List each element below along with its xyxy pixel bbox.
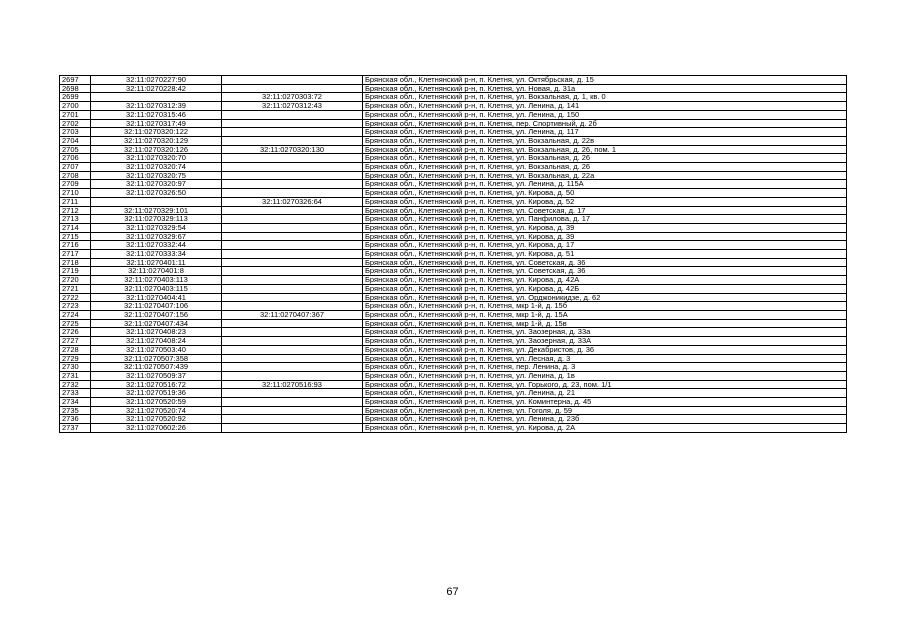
record-number-cell: 2728 xyxy=(60,345,91,354)
related-cadastral-number-cell xyxy=(222,398,363,407)
record-number-cell: 2704 xyxy=(60,136,91,145)
cadastral-number-cell: 32:11:0270407:106 xyxy=(91,302,222,311)
address-cell: Брянская обл., Клетнянский р-н, п. Клетня, ул. Ленина, д. 23б xyxy=(363,415,847,424)
table-row xyxy=(60,102,847,111)
table-row xyxy=(60,128,847,137)
address-cell: Брянская обл., Клетнянский р-н, п. Клетня, ул. Ленина, д. 1в xyxy=(363,371,847,380)
related-cadastral-number-cell xyxy=(222,206,363,215)
record-number-cell: 2713 xyxy=(60,215,91,224)
table-row xyxy=(60,171,847,180)
address-cell: Брянская обл., Клетнянский р-н, п. Клетня, пер. Ленина, д. 3 xyxy=(363,363,847,372)
record-number-cell: 2719 xyxy=(60,267,91,276)
record-number-cell: 2702 xyxy=(60,119,91,128)
related-cadastral-number-cell xyxy=(222,76,363,85)
record-number-cell: 2727 xyxy=(60,337,91,346)
cadastral-number-cell: 32:11:0270507:439 xyxy=(91,363,222,372)
cadastral-number-cell xyxy=(91,197,222,206)
table-row xyxy=(60,76,847,85)
address-cell: Брянская обл., Клетнянский р-н, п. Клетня, ул. Вокзальная, д. 1, кв. 0 xyxy=(363,93,847,102)
record-number-cell: 2709 xyxy=(60,180,91,189)
table-row xyxy=(60,163,847,172)
cadastral-number-cell: 32:11:0270403:113 xyxy=(91,276,222,285)
related-cadastral-number-cell xyxy=(222,302,363,311)
cadastral-number-cell: 32:11:0270320:129 xyxy=(91,136,222,145)
record-number-cell: 2723 xyxy=(60,302,91,311)
address-cell: Брянская обл., Клетнянский р-н, п. Клетня, ул. Лесная, д. 3 xyxy=(363,354,847,363)
address-cell: Брянская обл., Клетнянский р-н, п. Клетня, ул. Ленина, д. 141 xyxy=(363,102,847,111)
record-number-cell: 2711 xyxy=(60,197,91,206)
cadastral-number-cell: 32:11:0270520:59 xyxy=(91,398,222,407)
cadastral-number-cell: 32:11:0270407:156 xyxy=(91,310,222,319)
related-cadastral-number-cell xyxy=(222,250,363,259)
record-number-cell: 2724 xyxy=(60,310,91,319)
record-number-cell: 2705 xyxy=(60,145,91,154)
address-cell: Брянская обл., Клетнянский р-н, п. Клетня, ул. Кирова, д. 51 xyxy=(363,250,847,259)
record-number-cell: 2721 xyxy=(60,284,91,293)
cadastral-number-cell: 32:11:0270227:90 xyxy=(91,76,222,85)
cadastral-number-cell: 32:11:0270520:74 xyxy=(91,406,222,415)
table-row xyxy=(60,197,847,206)
cadastral-number-cell: 32:11:0270320:74 xyxy=(91,163,222,172)
address-cell: Брянская обл., Клетнянский р-н, п. Клетня, мкр 1-й, д. 15в xyxy=(363,319,847,328)
cadastral-number-cell: 32:11:0270507:358 xyxy=(91,354,222,363)
address-cell: Брянская обл., Клетнянский р-н, п. Клетня, ул. Горького, д. 23, пом. 1/1 xyxy=(363,380,847,389)
related-cadastral-number-cell xyxy=(222,363,363,372)
record-number-cell: 2706 xyxy=(60,154,91,163)
cadastral-number-cell: 32:11:0270329:54 xyxy=(91,223,222,232)
related-cadastral-number-cell xyxy=(222,276,363,285)
related-cadastral-number-cell xyxy=(222,284,363,293)
cadastral-number-cell: 32:11:0270315:46 xyxy=(91,110,222,119)
related-cadastral-number-cell xyxy=(222,119,363,128)
record-number-cell: 2697 xyxy=(60,76,91,85)
record-number-cell: 2732 xyxy=(60,380,91,389)
table-row xyxy=(60,276,847,285)
table-row xyxy=(60,302,847,311)
record-number-cell: 2708 xyxy=(60,171,91,180)
table-row xyxy=(60,267,847,276)
record-number-cell: 2736 xyxy=(60,415,91,424)
record-number-cell: 2717 xyxy=(60,250,91,259)
table-row xyxy=(60,337,847,346)
record-number-cell: 2718 xyxy=(60,258,91,267)
table-row xyxy=(60,398,847,407)
address-cell: Брянская обл., Клетнянский р-н, п. Клетня, ул. Заозерная, д. 33а xyxy=(363,328,847,337)
address-cell: Брянская обл., Клетнянский р-н, п. Клетня, ул. Кирова, д. 52 xyxy=(363,197,847,206)
address-cell: Брянская обл., Клетнянский р-н, п. Клетня, ул. Декабристов, д. 36 xyxy=(363,345,847,354)
table-row xyxy=(60,119,847,128)
cadastral-number-cell: 32:11:0270320:70 xyxy=(91,154,222,163)
related-cadastral-number-cell xyxy=(222,293,363,302)
address-cell: Брянская обл., Клетнянский р-н, п. Клетня, ул. Советская, д. 17 xyxy=(363,206,847,215)
address-cell: Брянская обл., Клетнянский р-н, п. Клетня, ул. Кирова, д. 50 xyxy=(363,189,847,198)
related-cadastral-number-cell xyxy=(222,171,363,180)
address-cell: Брянская обл., Клетнянский р-н, п. Клетня, мкр 1-й, д. 15А xyxy=(363,310,847,319)
address-cell: Брянская обл., Клетнянский р-н, п. Клетня, ул. Вокзальная, д. 26, пом. 1 xyxy=(363,145,847,154)
record-number-cell: 2715 xyxy=(60,232,91,241)
cadastral-number-cell: 32:11:0270407:434 xyxy=(91,319,222,328)
table-row xyxy=(60,424,847,433)
related-cadastral-number-cell: 32:11:0270407:367 xyxy=(222,310,363,319)
address-cell: Брянская обл., Клетнянский р-н, п. Клетня, ул. Советская, д. 36 xyxy=(363,267,847,276)
related-cadastral-number-cell xyxy=(222,232,363,241)
related-cadastral-number-cell xyxy=(222,415,363,424)
cadastral-number-cell: 32:11:0270401:8 xyxy=(91,267,222,276)
related-cadastral-number-cell: 32:11:0270312:43 xyxy=(222,102,363,111)
address-cell: Брянская обл., Клетнянский р-н, п. Клетня, ул. Ленина, д. 21 xyxy=(363,389,847,398)
table-row xyxy=(60,319,847,328)
address-cell: Брянская обл., Клетнянский р-н, п. Клетня, ул. Гоголя, д. 59 xyxy=(363,406,847,415)
related-cadastral-number-cell: 32:11:0270326:64 xyxy=(222,197,363,206)
address-cell: Брянская обл., Клетнянский р-н, п. Клетня, ул. Кирова, д. 39 xyxy=(363,232,847,241)
related-cadastral-number-cell xyxy=(222,319,363,328)
cadastral-number-cell: 32:11:0270408:23 xyxy=(91,328,222,337)
record-number-cell: 2716 xyxy=(60,241,91,250)
record-number-cell: 2729 xyxy=(60,354,91,363)
related-cadastral-number-cell xyxy=(222,345,363,354)
table-row xyxy=(60,93,847,102)
related-cadastral-number-cell xyxy=(222,189,363,198)
table-row xyxy=(60,215,847,224)
related-cadastral-number-cell xyxy=(222,215,363,224)
related-cadastral-number-cell xyxy=(222,354,363,363)
table-row xyxy=(60,223,847,232)
related-cadastral-number-cell: 32:11:0270516:93 xyxy=(222,380,363,389)
address-cell: Брянская обл., Клетнянский р-н, п. Клетня, ул. Ленина, д. 150 xyxy=(363,110,847,119)
record-number-cell: 2735 xyxy=(60,406,91,415)
record-number-cell: 2722 xyxy=(60,293,91,302)
record-number-cell: 2707 xyxy=(60,163,91,172)
cadastral-number-cell: 32:11:0270320:75 xyxy=(91,171,222,180)
cadastral-number-cell: 32:11:0270320:126 xyxy=(91,145,222,154)
record-number-cell: 2730 xyxy=(60,363,91,372)
related-cadastral-number-cell xyxy=(222,136,363,145)
cadastral-number-cell: 32:11:0270519:36 xyxy=(91,389,222,398)
record-number-cell: 2737 xyxy=(60,424,91,433)
table-row xyxy=(60,189,847,198)
cadastral-number-cell: 32:11:0270503:40 xyxy=(91,345,222,354)
address-cell: Брянская обл., Клетнянский р-н, п. Клетня, ул. Кирова, д. 39 xyxy=(363,223,847,232)
table-row xyxy=(60,328,847,337)
address-cell: Брянская обл., Клетнянский р-н, п. Клетня, ул. Вокзальная, д. 22в xyxy=(363,136,847,145)
record-number-cell: 2720 xyxy=(60,276,91,285)
record-number-cell: 2703 xyxy=(60,128,91,137)
address-cell: Брянская обл., Клетнянский р-н, п. Клетня, ул. Орджоникидзе, д. 62 xyxy=(363,293,847,302)
table-row xyxy=(60,345,847,354)
cadastral-number-cell: 32:11:0270520:92 xyxy=(91,415,222,424)
address-cell: Брянская обл., Клетнянский р-н, п. Клетня, мкр 1-й, д. 15б xyxy=(363,302,847,311)
address-cell: Брянская обл., Клетнянский р-н, п. Клетня, ул. Вокзальная, д. 22а xyxy=(363,171,847,180)
cadastral-number-cell xyxy=(91,93,222,102)
table-row xyxy=(60,84,847,93)
related-cadastral-number-cell xyxy=(222,110,363,119)
related-cadastral-number-cell xyxy=(222,241,363,250)
table-row xyxy=(60,180,847,189)
record-number-cell: 2698 xyxy=(60,84,91,93)
address-cell: Брянская обл., Клетнянский р-н, п. Клетня, ул. Вокзальная, д. 26 xyxy=(363,154,847,163)
cadastral-number-cell: 32:11:0270404:41 xyxy=(91,293,222,302)
related-cadastral-number-cell xyxy=(222,337,363,346)
table-row xyxy=(60,363,847,372)
record-number-cell: 2731 xyxy=(60,371,91,380)
table-row xyxy=(60,293,847,302)
address-cell: Брянская обл., Клетнянский р-н, п. Клетня, ул. Коминтерна, д. 45 xyxy=(363,398,847,407)
table-row xyxy=(60,136,847,145)
table-row xyxy=(60,250,847,259)
related-cadastral-number-cell xyxy=(222,267,363,276)
cadastral-number-cell: 32:11:0270509:37 xyxy=(91,371,222,380)
page-number: 67 xyxy=(446,586,459,598)
address-cell: Брянская обл., Клетнянский р-н, п. Клетня, ул. Заозерная, д. 33А xyxy=(363,337,847,346)
table-row xyxy=(60,110,847,119)
cadastral-number-cell: 32:11:0270329:67 xyxy=(91,232,222,241)
address-cell: Брянская обл., Клетнянский р-н, п. Клетня, ул. Панфилова, д. 17 xyxy=(363,215,847,224)
related-cadastral-number-cell xyxy=(222,371,363,380)
table-row xyxy=(60,206,847,215)
related-cadastral-number-cell xyxy=(222,84,363,93)
address-cell: Брянская обл., Клетнянский р-н, п. Клетня, пер. Спортивный, д. 2б xyxy=(363,119,847,128)
related-cadastral-number-cell: 32:11:0270320:130 xyxy=(222,145,363,154)
record-number-cell: 2710 xyxy=(60,189,91,198)
record-number-cell: 2701 xyxy=(60,110,91,119)
record-number-cell: 2725 xyxy=(60,319,91,328)
cadastral-number-cell: 32:11:0270326:50 xyxy=(91,189,222,198)
cadastral-number-cell: 32:11:0270401:11 xyxy=(91,258,222,267)
related-cadastral-number-cell xyxy=(222,128,363,137)
cadastral-number-cell: 32:11:0270228:42 xyxy=(91,84,222,93)
address-cell: Брянская обл., Клетнянский р-н, п. Клетня, ул. Ленина, д. 115А xyxy=(363,180,847,189)
address-cell: Брянская обл., Клетнянский р-н, п. Клетня, ул. Вокзальная, д. 26 xyxy=(363,163,847,172)
cadastral-number-cell: 32:11:0270516:72 xyxy=(91,380,222,389)
related-cadastral-number-cell xyxy=(222,258,363,267)
table-row xyxy=(60,145,847,154)
related-cadastral-number-cell xyxy=(222,154,363,163)
table-row xyxy=(60,310,847,319)
related-cadastral-number-cell xyxy=(222,180,363,189)
table-row xyxy=(60,241,847,250)
related-cadastral-number-cell xyxy=(222,424,363,433)
cadastral-number-cell: 32:11:0270332:44 xyxy=(91,241,222,250)
address-cell: Брянская обл., Клетнянский р-н, п. Клетня, ул. Октябрьская, д. 15 xyxy=(363,76,847,85)
table-row xyxy=(60,415,847,424)
cadastral-number-cell: 32:11:0270312:39 xyxy=(91,102,222,111)
related-cadastral-number-cell xyxy=(222,389,363,398)
table-row xyxy=(60,380,847,389)
table-row xyxy=(60,284,847,293)
table-row xyxy=(60,232,847,241)
related-cadastral-number-cell xyxy=(222,406,363,415)
related-cadastral-number-cell xyxy=(222,223,363,232)
cadastral-number-cell: 32:11:0270333:34 xyxy=(91,250,222,259)
record-number-cell: 2700 xyxy=(60,102,91,111)
cadastral-number-cell: 32:11:0270320:97 xyxy=(91,180,222,189)
cadastral-number-cell: 32:11:0270408:24 xyxy=(91,337,222,346)
table-row xyxy=(60,406,847,415)
record-number-cell: 2734 xyxy=(60,398,91,407)
address-cell: Брянская обл., Клетнянский р-н, п. Клетня, ул. Советская, д. 36 xyxy=(363,258,847,267)
registry-table-body xyxy=(60,76,847,433)
table-row xyxy=(60,258,847,267)
address-cell: Брянская обл., Клетнянский р-н, п. Клетня, ул. Кирова, д. 17 xyxy=(363,241,847,250)
address-cell: Брянская обл., Клетнянский р-н, п. Клетня, ул. Новая, д. 31а xyxy=(363,84,847,93)
record-number-cell: 2733 xyxy=(60,389,91,398)
cadastral-number-cell: 32:11:0270329:113 xyxy=(91,215,222,224)
related-cadastral-number-cell xyxy=(222,163,363,172)
cadastral-number-cell: 32:11:0270320:122 xyxy=(91,128,222,137)
record-number-cell: 2714 xyxy=(60,223,91,232)
record-number-cell: 2726 xyxy=(60,328,91,337)
address-cell: Брянская обл., Клетнянский р-н, п. Клетня, ул. Кирова, д. 42А xyxy=(363,276,847,285)
cadastral-number-cell: 32:11:0270329:101 xyxy=(91,206,222,215)
cadastral-number-cell: 32:11:0270602:26 xyxy=(91,424,222,433)
table-row xyxy=(60,389,847,398)
table-row xyxy=(60,154,847,163)
address-cell: Брянская обл., Клетнянский р-н, п. Клетня, ул. Кирова, д. 2А xyxy=(363,424,847,433)
table-row xyxy=(60,354,847,363)
cadastral-number-cell: 32:11:0270317:49 xyxy=(91,119,222,128)
address-cell: Брянская обл., Клетнянский р-н, п. Клетня, ул. Ленина, д. 117 xyxy=(363,128,847,137)
address-cell: Брянская обл., Клетнянский р-н, п. Клетня, ул. Кирова, д. 42Б xyxy=(363,284,847,293)
cadastral-number-cell: 32:11:0270403:115 xyxy=(91,284,222,293)
record-number-cell: 2699 xyxy=(60,93,91,102)
related-cadastral-number-cell: 32:11:0270303:72 xyxy=(222,93,363,102)
record-number-cell: 2712 xyxy=(60,206,91,215)
table-row xyxy=(60,371,847,380)
property-registry-table xyxy=(59,75,847,433)
related-cadastral-number-cell xyxy=(222,328,363,337)
